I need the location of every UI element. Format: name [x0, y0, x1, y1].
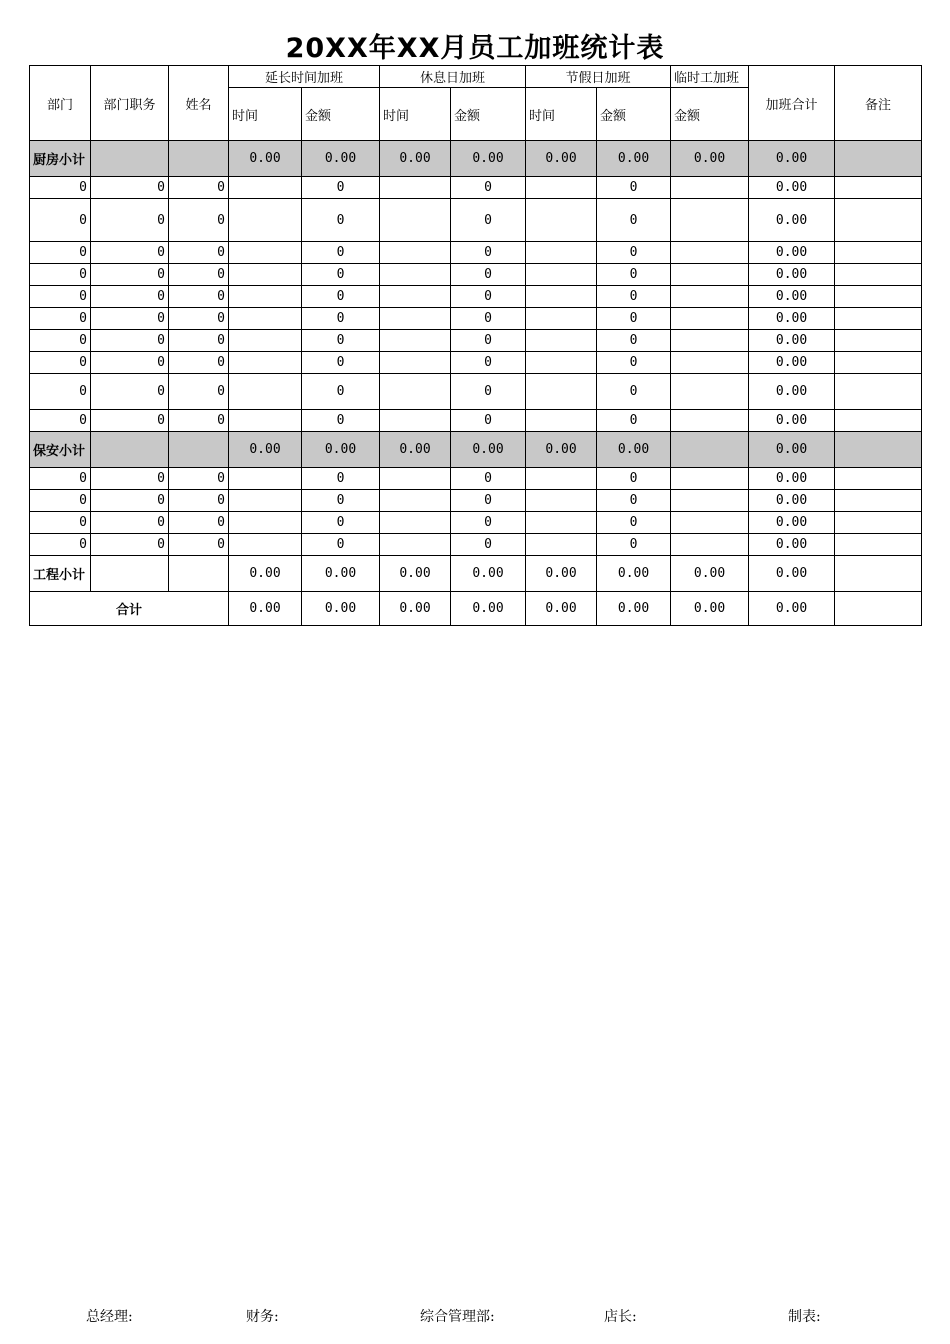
- table-row: [30, 534, 922, 556]
- header-rest-day-overtime: 休息日加班: [380, 66, 526, 88]
- cell-value: 0: [30, 534, 91, 556]
- cell-value: 0: [451, 534, 526, 556]
- cell-value: 0.00: [749, 374, 835, 410]
- cell-value: 0: [451, 410, 526, 432]
- cell-value: 0.00: [229, 141, 302, 177]
- table-row: [30, 242, 922, 264]
- cell-value: 0: [169, 468, 229, 490]
- signature-footer: [0, 1306, 950, 1328]
- cell-value: 0: [91, 286, 169, 308]
- header-temp-overtime: 临时工加班: [671, 66, 749, 88]
- subtotal-label: 厨房小计: [30, 141, 91, 177]
- cell-value: 0: [597, 490, 671, 512]
- cell-value: 0: [169, 177, 229, 199]
- table-row: [30, 410, 922, 432]
- header-name: 姓名: [169, 66, 229, 141]
- cell-value: 0.00: [749, 141, 835, 177]
- cell-value: 0: [302, 410, 380, 432]
- cell-value: 0: [597, 534, 671, 556]
- cell-value: 0.00: [302, 592, 380, 626]
- cell-value: 0.00: [526, 432, 597, 468]
- cell-value: 0: [169, 242, 229, 264]
- table-row: [30, 264, 922, 286]
- cell-value: 0.00: [229, 556, 302, 592]
- cell-value: 0: [451, 286, 526, 308]
- cell-value: 0: [302, 352, 380, 374]
- cell-value: 0.00: [749, 592, 835, 626]
- cell-value: 0: [451, 308, 526, 330]
- cell-value: 0.00: [229, 592, 302, 626]
- cell-value: 0: [91, 352, 169, 374]
- cell-value: 0: [451, 374, 526, 410]
- admin-dept-label: 综合管理部:: [420, 1309, 495, 1325]
- cell-value: 0: [597, 374, 671, 410]
- cell-value: 0.00: [749, 556, 835, 592]
- cell-value: 0: [30, 242, 91, 264]
- cell-value: 0: [91, 374, 169, 410]
- subtotal-label: 保安小计: [30, 432, 91, 468]
- cell-value: 0.00: [671, 556, 749, 592]
- table-row: [30, 330, 922, 352]
- cell-value: 0.00: [749, 534, 835, 556]
- cell-value: 0: [597, 242, 671, 264]
- cell-value: 0: [169, 352, 229, 374]
- cell-value: 0.00: [749, 490, 835, 512]
- cell-value: 0: [302, 199, 380, 242]
- cell-value: 0: [30, 374, 91, 410]
- header-total-overtime: 加班合计: [749, 66, 835, 141]
- table-row: [30, 177, 922, 199]
- cell-value: 0: [91, 199, 169, 242]
- cell-value: 0: [91, 177, 169, 199]
- cell-value: 0.00: [749, 199, 835, 242]
- header-rest-time: 时间: [380, 88, 451, 141]
- cell-value: 0: [451, 512, 526, 534]
- store-manager-label: 店长:: [604, 1309, 637, 1325]
- cell-value: 0: [169, 490, 229, 512]
- cell-value: 0.00: [749, 410, 835, 432]
- overtime-table: [29, 65, 922, 626]
- cell-value: 0: [169, 199, 229, 242]
- header-ext-time: 时间: [229, 88, 302, 141]
- grand-total-row: [30, 592, 922, 626]
- header-remark: 备注: [835, 66, 922, 141]
- cell-value: 0: [30, 352, 91, 374]
- cell-value: 0: [91, 490, 169, 512]
- cell-value: 0: [91, 468, 169, 490]
- engineering-subtotal-row: [30, 556, 922, 592]
- cell-value: 0.00: [451, 592, 526, 626]
- cell-value: 0.00: [749, 330, 835, 352]
- cell-value: 0.00: [380, 592, 451, 626]
- cell-value: 0: [91, 330, 169, 352]
- table-row: [30, 468, 922, 490]
- header-dept: 部门: [30, 66, 91, 141]
- grand-total-label: 合计: [30, 592, 229, 626]
- cell-value: 0: [169, 410, 229, 432]
- cell-value: 0.00: [749, 264, 835, 286]
- cell-value: 0: [30, 330, 91, 352]
- cell-value: 0: [30, 512, 91, 534]
- cell-value: 0.00: [597, 432, 671, 468]
- cell-value: 0.00: [380, 556, 451, 592]
- cell-value: 0: [30, 286, 91, 308]
- cell-value: 0: [302, 308, 380, 330]
- cell-value: 0: [597, 352, 671, 374]
- header-position: 部门职务: [91, 66, 169, 141]
- cell-value: 0.00: [526, 592, 597, 626]
- cell-value: 0: [30, 308, 91, 330]
- header-holiday-time: 时间: [526, 88, 597, 141]
- security-subtotal-row: [30, 432, 922, 468]
- cell-value: 0: [91, 512, 169, 534]
- cell-value: 0: [302, 286, 380, 308]
- header-holiday-amount: 金额: [597, 88, 671, 141]
- cell-value: 0.00: [749, 512, 835, 534]
- cell-value: 0.00: [302, 556, 380, 592]
- cell-value: 0: [30, 490, 91, 512]
- cell-value: 0.00: [749, 352, 835, 374]
- general-manager-label: 总经理:: [86, 1309, 133, 1325]
- cell-value: 0: [91, 264, 169, 286]
- cell-value: 0: [451, 330, 526, 352]
- cell-value: 0: [302, 264, 380, 286]
- cell-value: 0: [302, 330, 380, 352]
- cell-value: 0.00: [749, 177, 835, 199]
- table-row: [30, 512, 922, 534]
- finance-label: 财务:: [246, 1309, 279, 1325]
- cell-value: 0.00: [671, 592, 749, 626]
- cell-value: 0: [169, 374, 229, 410]
- header-rest-amount: 金额: [451, 88, 526, 141]
- cell-value: 0.00: [380, 432, 451, 468]
- cell-value: 0: [91, 410, 169, 432]
- prepared-by-label: 制表:: [788, 1309, 821, 1325]
- cell-value: 0.00: [671, 141, 749, 177]
- cell-value: [671, 432, 749, 468]
- table-row: [30, 308, 922, 330]
- cell-value: 0: [597, 468, 671, 490]
- cell-value: 0.00: [749, 242, 835, 264]
- cell-value: 0: [451, 199, 526, 242]
- cell-value: 0: [302, 177, 380, 199]
- cell-value: 0: [169, 330, 229, 352]
- cell-value: 0: [451, 468, 526, 490]
- subtotal-label: 工程小计: [30, 556, 91, 592]
- cell-value: 0: [91, 308, 169, 330]
- table-row: [30, 199, 922, 242]
- table-row: [30, 286, 922, 308]
- cell-value: 0.00: [380, 141, 451, 177]
- cell-value: 0: [451, 264, 526, 286]
- cell-value: 0.00: [749, 308, 835, 330]
- cell-value: 0: [451, 490, 526, 512]
- cell-value: 0: [302, 242, 380, 264]
- cell-value: 0: [169, 512, 229, 534]
- cell-value: 0: [597, 308, 671, 330]
- table-row: [30, 490, 922, 512]
- cell-value: 0: [302, 534, 380, 556]
- cell-value: 0.00: [597, 592, 671, 626]
- cell-value: 0: [30, 199, 91, 242]
- cell-value: 0.00: [749, 432, 835, 468]
- cell-value: 0.00: [451, 556, 526, 592]
- cell-value: 0: [30, 468, 91, 490]
- cell-value: 0.00: [597, 556, 671, 592]
- cell-value: 0.00: [526, 141, 597, 177]
- cell-value: 0.00: [451, 432, 526, 468]
- cell-value: 0: [302, 490, 380, 512]
- cell-value: 0: [169, 534, 229, 556]
- header-temp-amount: 金额: [671, 88, 749, 141]
- cell-value: 0.00: [302, 432, 380, 468]
- cell-value: 0: [451, 352, 526, 374]
- header-ext-amount: 金额: [302, 88, 380, 141]
- table-row: [30, 352, 922, 374]
- cell-value: 0: [302, 512, 380, 534]
- cell-value: 0: [597, 410, 671, 432]
- cell-value: 0.00: [526, 556, 597, 592]
- cell-value: 0.00: [302, 141, 380, 177]
- cell-value: 0: [597, 199, 671, 242]
- table-row: [30, 374, 922, 410]
- cell-value: 0: [302, 468, 380, 490]
- cell-value: 0: [597, 264, 671, 286]
- cell-value: 0.00: [451, 141, 526, 177]
- cell-value: 0: [169, 264, 229, 286]
- kitchen-subtotal-row: [30, 141, 922, 177]
- cell-value: 0.00: [749, 286, 835, 308]
- cell-value: 0.00: [229, 432, 302, 468]
- cell-value: 0: [597, 177, 671, 199]
- header-holiday-overtime: 节假日加班: [526, 66, 671, 88]
- cell-value: 0.00: [749, 468, 835, 490]
- cell-value: 0: [30, 410, 91, 432]
- cell-value: 0: [597, 286, 671, 308]
- cell-value: 0: [597, 330, 671, 352]
- cell-value: 0: [451, 242, 526, 264]
- cell-value: 0: [30, 264, 91, 286]
- header-extended-overtime: 延长时间加班: [229, 66, 380, 88]
- cell-value: 0: [91, 242, 169, 264]
- cell-value: 0: [30, 177, 91, 199]
- cell-value: 0.00: [597, 141, 671, 177]
- cell-value: 0: [597, 512, 671, 534]
- page-title: 20XX年XX月员工加班统计表: [285, 33, 665, 64]
- cell-value: 0: [302, 374, 380, 410]
- cell-value: 0: [169, 308, 229, 330]
- cell-value: 0: [91, 534, 169, 556]
- cell-value: 0: [169, 286, 229, 308]
- cell-value: 0: [451, 177, 526, 199]
